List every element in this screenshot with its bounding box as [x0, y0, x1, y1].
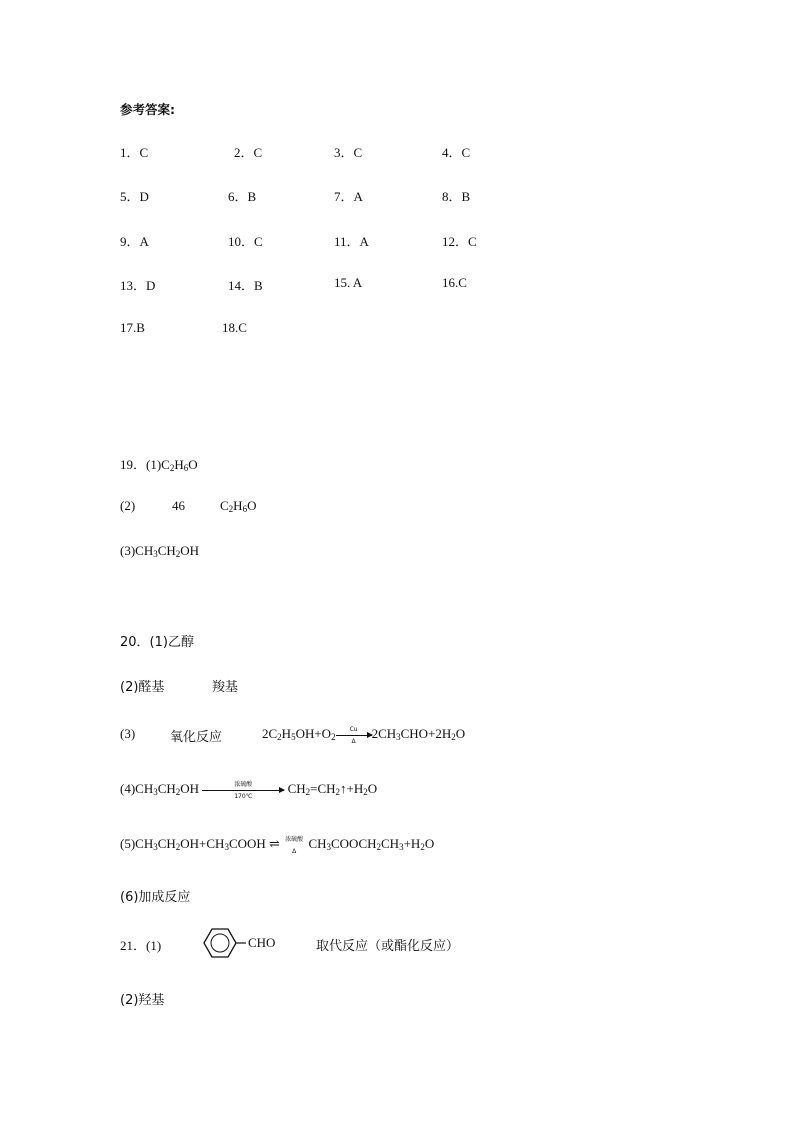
answer-item: 12．C: [442, 234, 477, 249]
answer-item: 14．B: [228, 278, 263, 293]
benzene-ring-icon: [198, 924, 248, 966]
answer-item: 7．A: [334, 189, 363, 204]
q21-part1-label: 21．(1): [120, 938, 162, 953]
answer-item: 18.C: [222, 320, 247, 335]
answer-item: 2．C: [234, 145, 263, 160]
q20-part2-a: (2)醛基: [120, 680, 165, 695]
q20-part4-equation: $(4)CH_3CH_2OH$ 浓硫酸 170℃ $CH_2=CH_2↑+H_2O$: [120, 780, 378, 800]
answer-item: 4．C: [442, 145, 471, 160]
answer-item: 9．A: [120, 234, 149, 249]
answer-item: 5．D: [120, 189, 149, 204]
answer-item: 16.C: [442, 275, 467, 290]
answer-item: 3．C: [334, 145, 363, 160]
answer-heading: 参考答案:: [120, 102, 175, 117]
answer-item: 13．D: [120, 278, 156, 293]
q20-part5-equation: $(5)CH_3CH_2OH+CH_3COOH$ ⇌ 浓硫酸 Δ $CH_3COOCH_2CH_3+H_2O$: [120, 836, 435, 856]
q20-part2-b: 羧基: [212, 680, 239, 695]
answer-item: 1．C: [120, 145, 149, 160]
q21-part2: (2)羟基: [120, 993, 165, 1008]
q19-part1: 19．$(1)C_2H_6O$: [120, 457, 198, 473]
reaction-arrow-icon: $\frac{Cu}{\Delta}$: [336, 735, 372, 736]
q19-molar-mass: 46: [172, 498, 185, 513]
q20-part6: (6)加成反应: [120, 890, 191, 905]
q19-part3: $(3)CH_3CH_2OH$: [120, 543, 200, 559]
reaction-arrow-icon: 浓硫酸 170℃: [202, 790, 284, 791]
q20-part1: 20．(1)乙醇: [120, 635, 194, 650]
q20-part3-equation: $2C_2H_5OH+O_2$ $\frac{Cu}{\Delta}$ $2CH_3CHO+2H_2O$: [262, 725, 466, 745]
answer-item: 8．B: [442, 189, 471, 204]
answer-item: 15. A: [334, 275, 363, 290]
answer-item: 17.B: [120, 320, 145, 335]
q21-group: CHO: [248, 935, 276, 950]
answer-item: 10．C: [228, 234, 263, 249]
answer-item: 6．B: [228, 189, 257, 204]
answer-item: 11．A: [334, 234, 369, 249]
q21-part1-type: 取代反应（或酯化反应）: [316, 939, 460, 954]
q20-part3-type: 氧化反应: [170, 730, 223, 745]
q19-part2: (2) 46 $C_2H_6O$: [120, 498, 257, 514]
q20-part3-label: (3): [120, 726, 136, 741]
